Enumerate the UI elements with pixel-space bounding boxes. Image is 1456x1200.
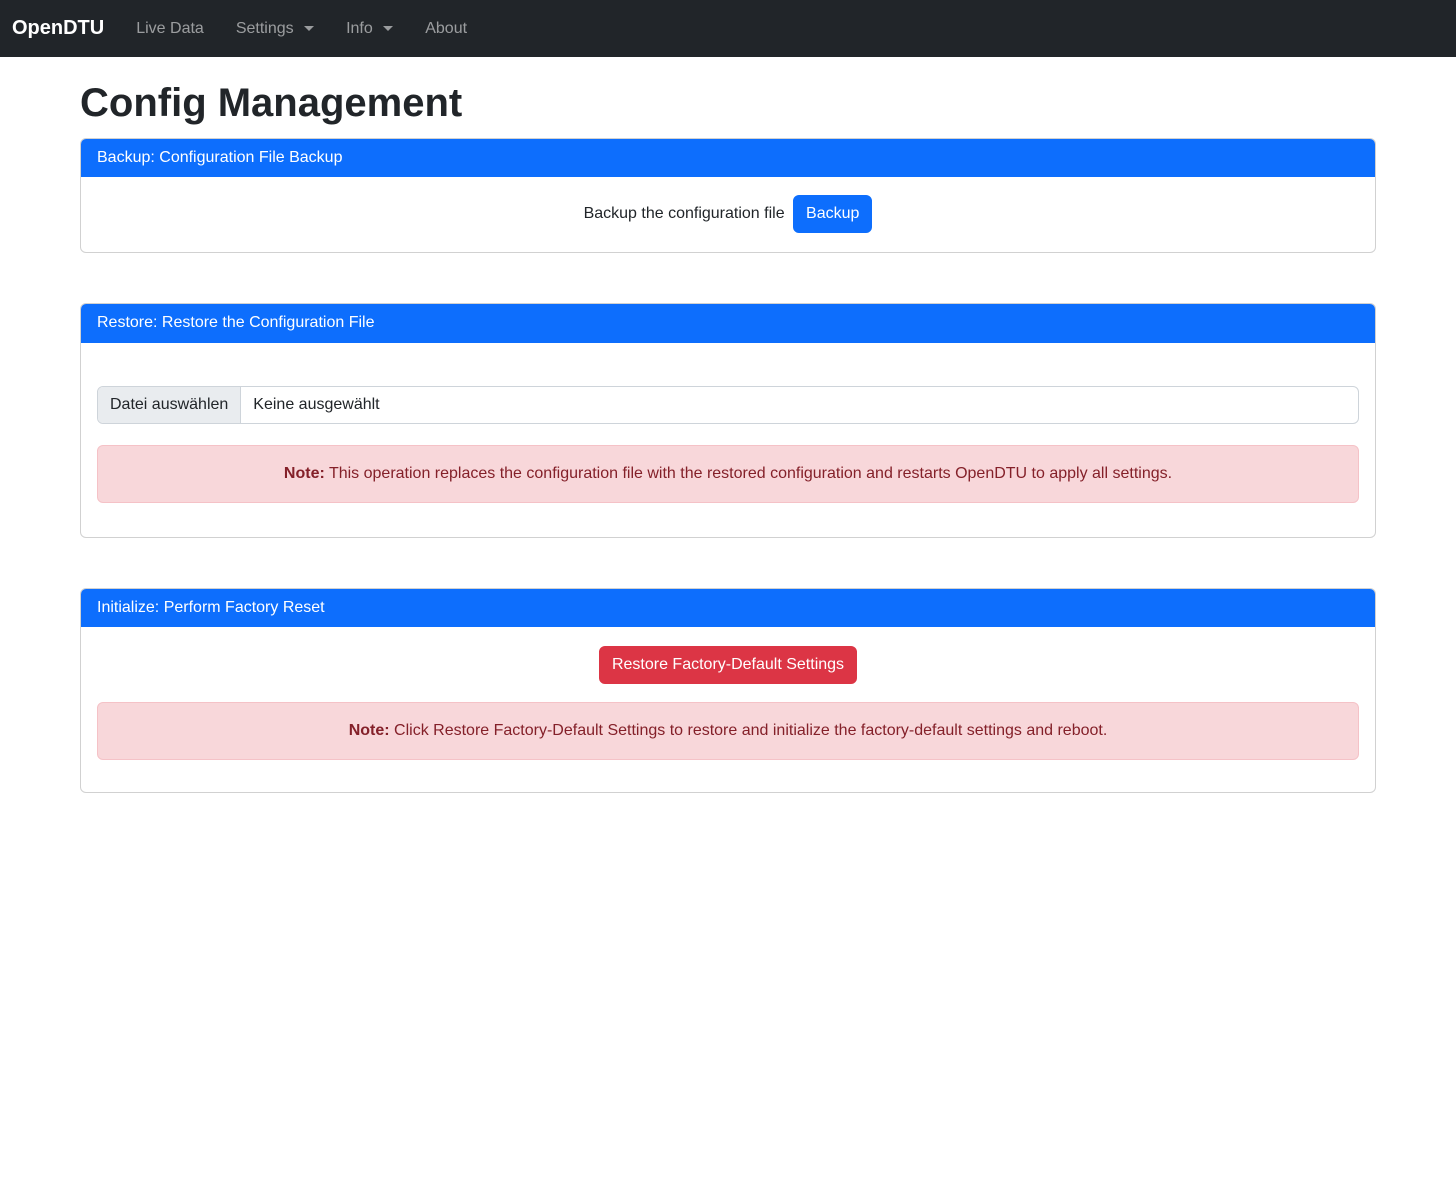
backup-card-body xyxy=(81,177,1375,252)
note-text: This operation replaces the configuration file with the restored configuration and restarts OpenDTU to apply all settings. xyxy=(328,464,1173,482)
brand-logo[interactable]: OpenDTU xyxy=(12,17,105,39)
restore-card-body xyxy=(81,343,1375,537)
backup-description: Backup the configuration file xyxy=(583,205,785,223)
config-file-input[interactable] xyxy=(97,386,1359,424)
restore-note-alert xyxy=(97,445,1359,503)
factory-reset-card xyxy=(80,588,1376,793)
main-content xyxy=(80,57,1376,793)
page-title: Config Management xyxy=(80,81,463,125)
reset-button-row xyxy=(97,646,1359,684)
nav-item-label: About xyxy=(425,19,468,37)
chevron-down-icon xyxy=(304,26,314,31)
factory-reset-card-body xyxy=(81,627,1375,792)
file-selected-status: Keine ausgewählt xyxy=(253,395,380,413)
navbar xyxy=(0,0,1456,57)
nav-item-settings[interactable] xyxy=(220,12,330,46)
restore-card-header: Restore: Restore the Configuration File xyxy=(81,304,1375,342)
chevron-down-icon xyxy=(383,26,393,31)
restore-card xyxy=(80,303,1376,537)
nav-item-label: Settings xyxy=(235,19,294,37)
factory-reset-card-header: Initialize: Perform Factory Reset xyxy=(81,589,1375,627)
file-choose-button[interactable]: Datei auswählen xyxy=(98,387,241,423)
note-label: Note: xyxy=(348,722,390,740)
backup-button[interactable]: Backup xyxy=(793,195,872,233)
backup-card-header: Backup: Configuration File Backup xyxy=(81,139,1375,177)
note-label: Note: xyxy=(283,464,325,482)
note-text: Click Restore Factory-Default Settings to restore and initialize the factory-default settings and reboot. xyxy=(394,722,1108,740)
navbar-nav xyxy=(120,12,483,46)
nav-item-live-data[interactable] xyxy=(120,12,220,46)
nav-item-about[interactable] xyxy=(409,12,483,46)
nav-item-label: Info xyxy=(346,19,373,37)
nav-item-info[interactable] xyxy=(330,12,409,46)
backup-card xyxy=(80,138,1376,253)
nav-item-label: Live Data xyxy=(136,19,204,37)
factory-reset-note-alert xyxy=(97,702,1359,760)
factory-reset-button[interactable]: Restore Factory-Default Settings xyxy=(599,646,857,684)
